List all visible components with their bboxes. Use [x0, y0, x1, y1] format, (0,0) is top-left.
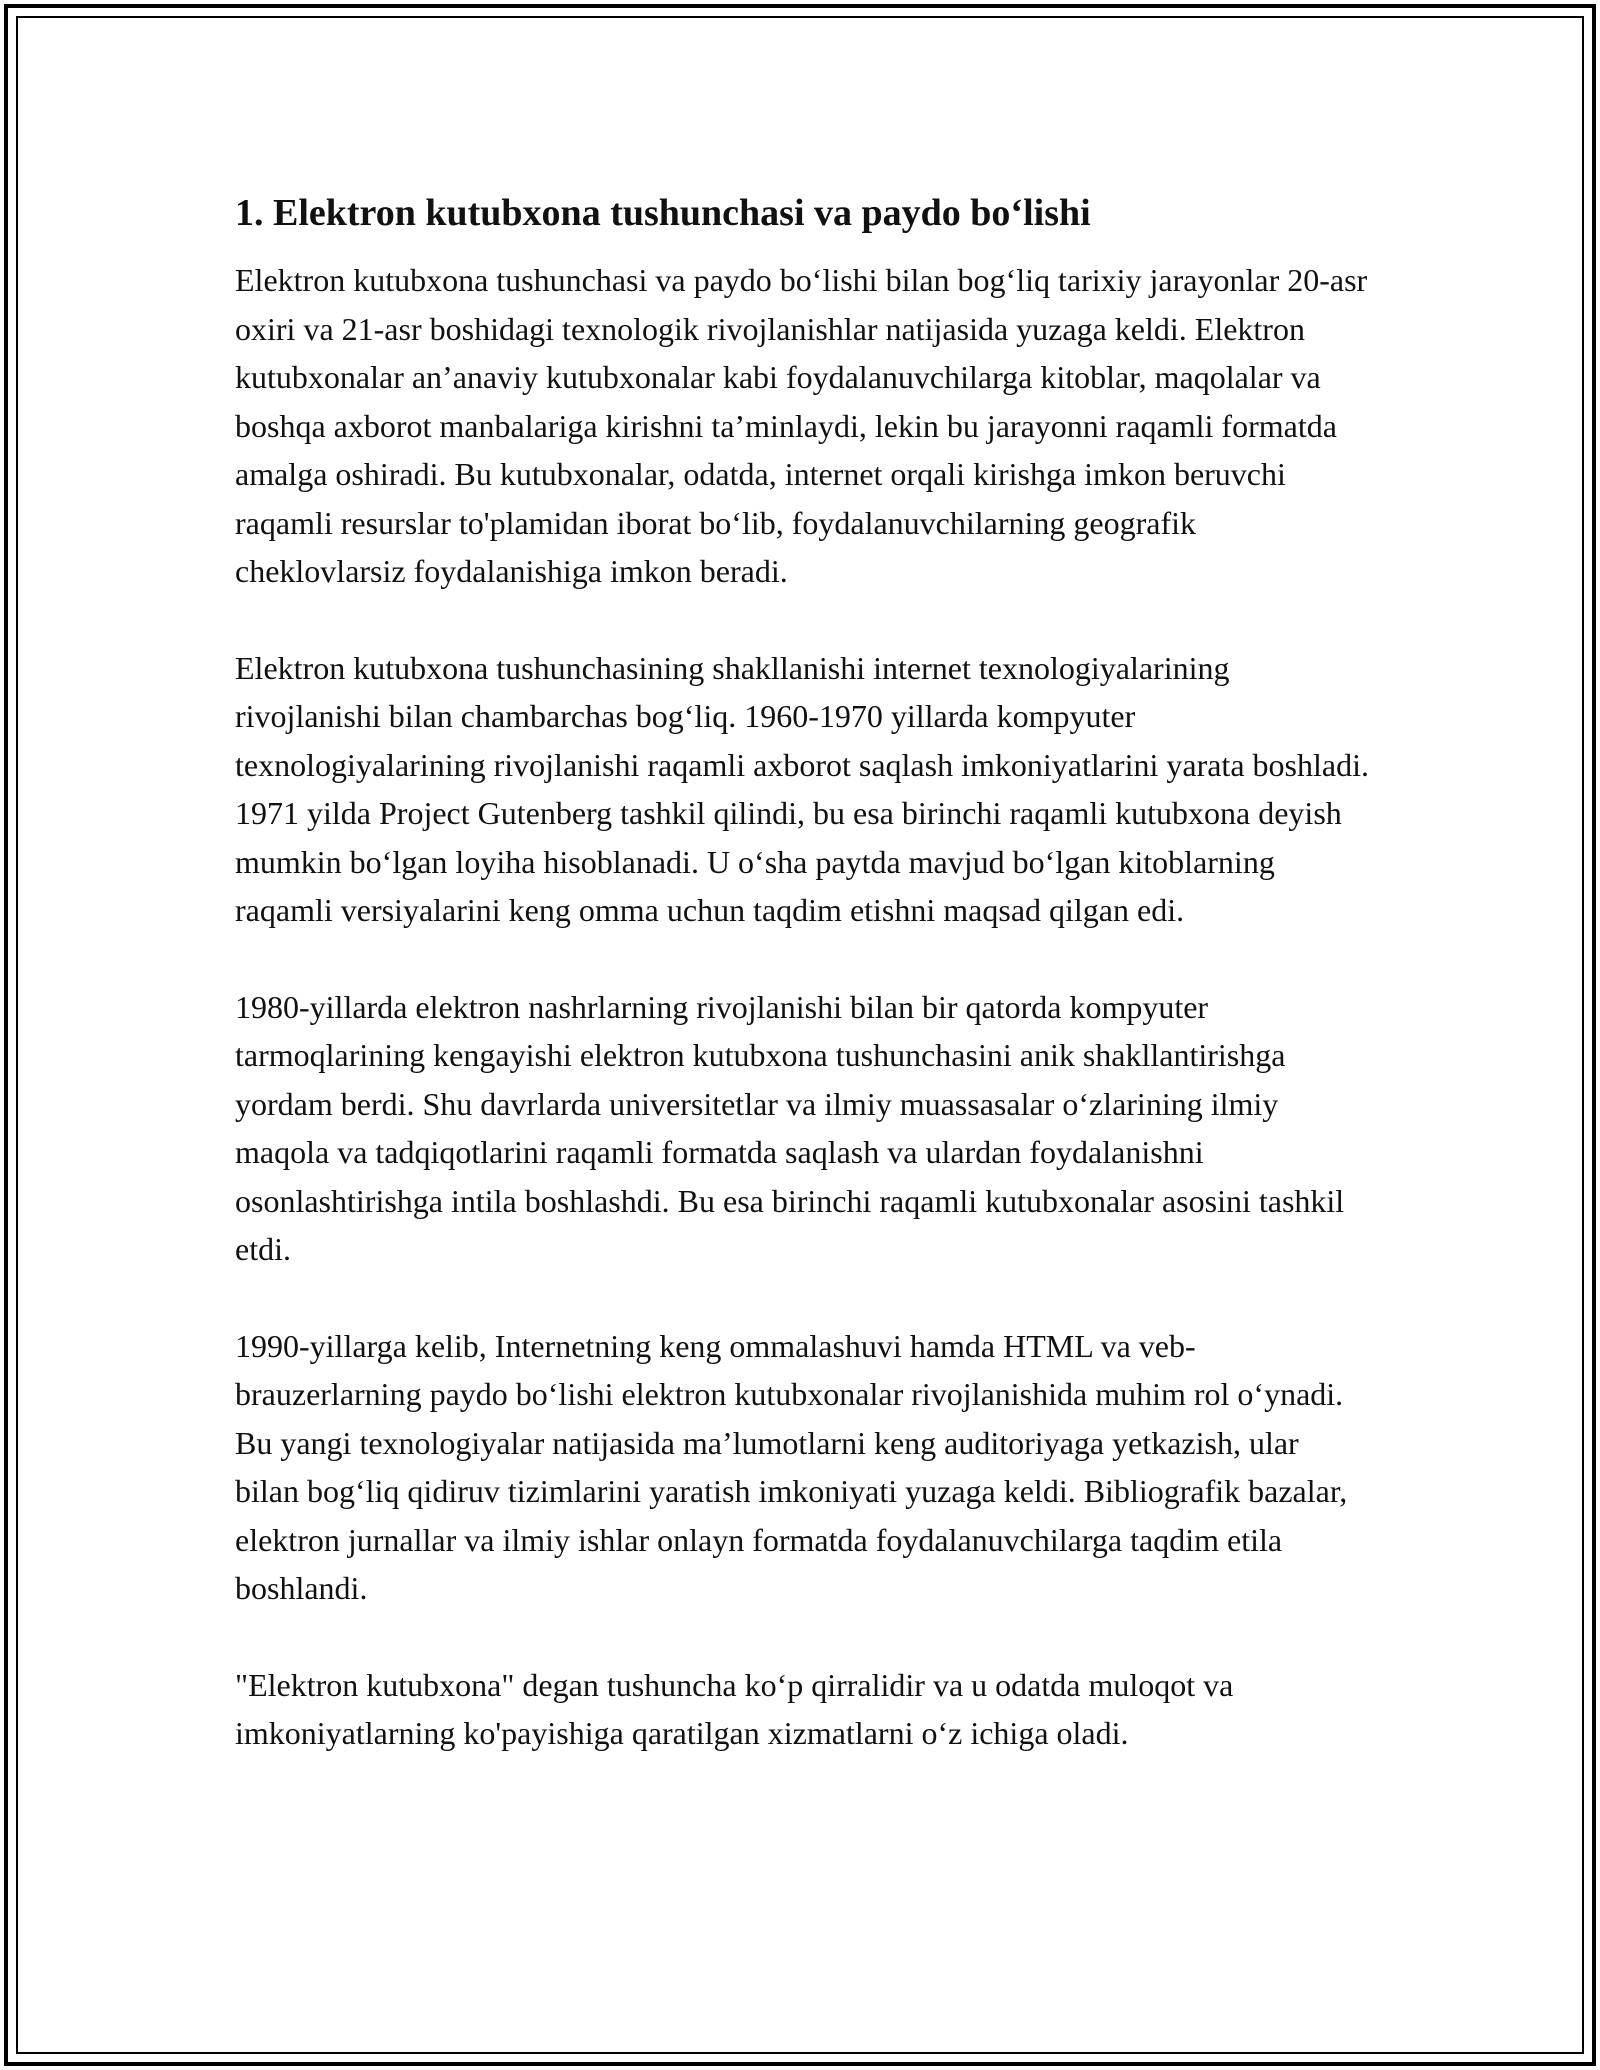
paragraph-3: 1980-yillarda elektron nashrlarning rivojlanishi bilan bir qatorda kompyuter tarmoqlarining kengayishi elektron kutubxona tushunchasini anik shakllantirishga yordam berdi. Shu davrlarda universitetlar va ilmiy muassasalar o‘zlarining ilmiy maqola va tadqiqotlarini raqamli formatda saqlash va ulardan foydalanishni osonlashtirishga intila boshlashdi. Bu esa birinchi raqamli kutubxonalar asosini tashkil etdi. [235, 988, 1345, 1267]
document-body [235, 188, 1370, 1758]
paragraph-1: Elektron kutubxona tushunchasi va paydo bo‘lishi bilan bog‘liq tarixiy jarayonlar 20-asr oxiri va 21-asr boshidagi texnologik rivojlanishlar natijasida yuzaga keldi. Elektron kutubxonalar an’anaviy kutubxonalar kabi foydalanuvchilarga kitoblar, maqolalar va boshqa axborot manbalariga kirishni ta’minlaydi, lekin bu jarayonni raqamli formatda amalga oshiradi. Bu kutubxonalar, odatda, internet orqali kirishga imkon beruvchi raqamli resurslar to'plamidan iborat bo‘lib, foydalanuvchilarning geografik cheklovlarsiz foydalanishiga imkon beradi. [235, 262, 1368, 589]
section-heading: 1. Elektron kutubxona tushunchasi va paydo bo‘lishi [235, 192, 1091, 234]
paragraph-5: "Elektron kutubxona" degan tushuncha ko‘p qirralidir va u odatda muloqot va imkoniyatlarning ko'payishiga qaratilgan xizmatlarni o‘z ichiga oladi. [235, 1666, 1234, 1751]
paragraph-4: 1990-yillarga kelib, Internetning keng ommalashuvi hamda HTML va veb-brauzerlarning paydo bo‘lishi elektron kutubxonalar rivojlanishida muhim rol o‘ynadi. Bu yangi texnologiyalar natijasida ma’lumotlarni keng auditoriyaga yetkazish, ular bilan bog‘liq qidiruv tizimlarini yaratish imkoniyati yuzaga keldi. Bibliografik bazalar, elektron jurnallar va ilmiy ishlar onlayn formatda foydalanuvchilarga taqdim etila boshlandi. [235, 1327, 1348, 1606]
paragraph-2: Elektron kutubxona tushunchasining shakllanishi internet texnologiyalarining rivojlanishi bilan chambarchas bog‘liq. 1960-1970 yillarda kompyuter texnologiyalarining rivojlanishi raqamli axborot saqlash imkoniyatlarini yarata boshladi. 1971 yilda Project Gutenberg tashkil qilindi, bu esa birinchi raqamli kutubxona deyish mumkin bo‘lgan loyiha hisoblanadi. U o‘sha paytda mavjud bo‘lgan kitoblarning raqamli versiyalarini keng omma uchun taqdim etishni maqsad qilgan edi. [235, 649, 1369, 928]
